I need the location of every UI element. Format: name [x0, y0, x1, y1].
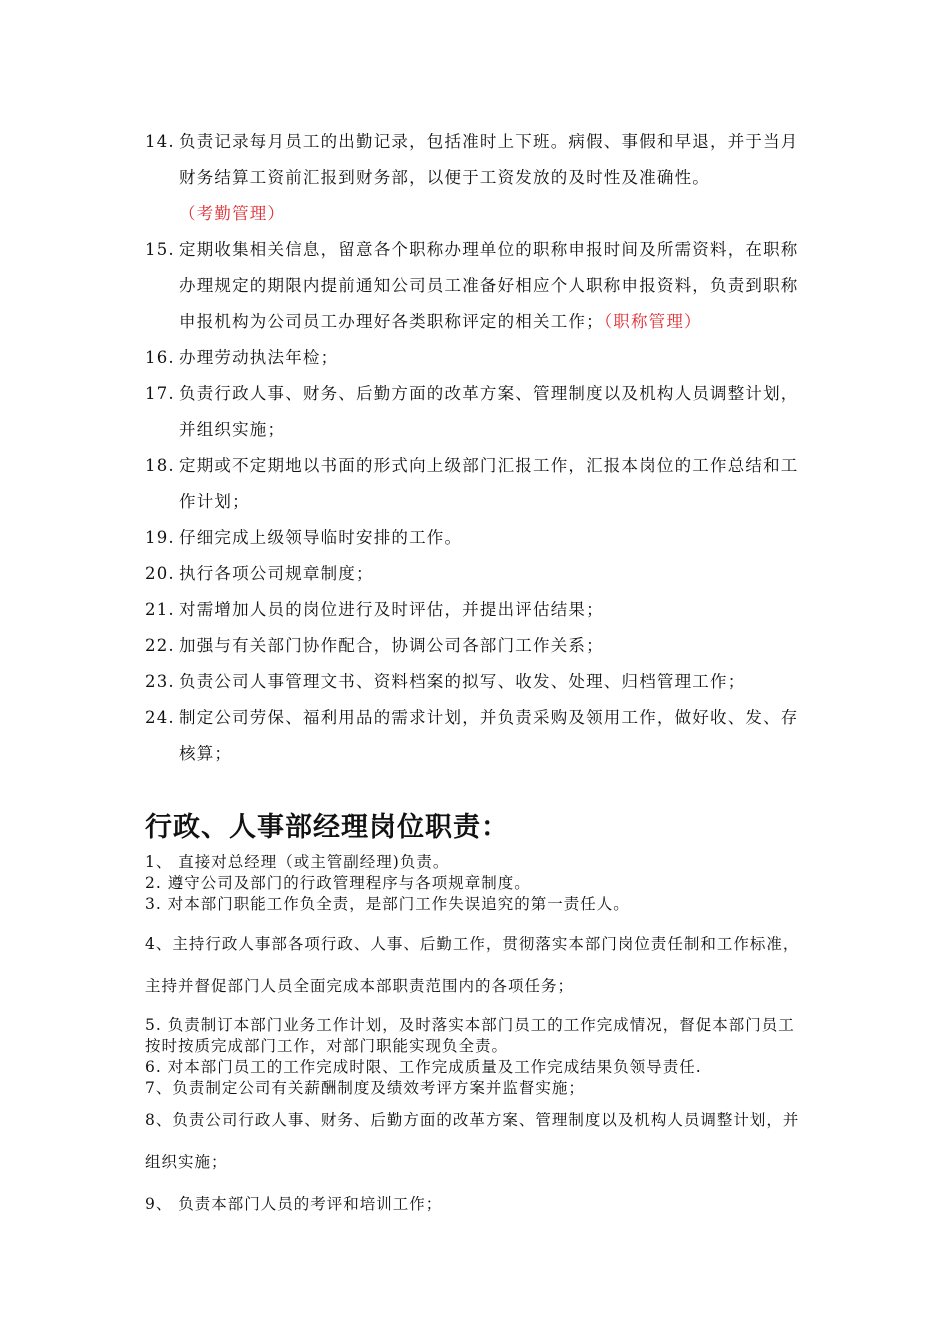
- list-item: [145, 124, 810, 232]
- list-item: 6. 对本部门员工的工作完成时限、工作完成质量及工作完成结果负领导责任.: [145, 1058, 702, 1076]
- list-item: 7、负责制定公司有关薪酬制度及绩效考评方案并监督实施；: [145, 1079, 585, 1097]
- list-item: 3. 对本部门职能工作负全责，是部门工作失误追究的第一责任人。: [145, 895, 630, 913]
- list-item: [145, 556, 810, 592]
- list-item: [145, 592, 810, 628]
- item-number: 14.: [145, 132, 175, 151]
- item-number: 17.: [145, 384, 175, 403]
- item-number: 20.: [145, 564, 175, 583]
- list-item: [145, 448, 810, 520]
- list-item: [145, 628, 810, 664]
- item-number: 18.: [145, 456, 175, 475]
- item-text: 定期或不定期地以书面的形式向上级部门汇报工作，汇报本岗位的工作总结和工作计划；: [179, 456, 799, 511]
- list-item: 8、负责公司行政人事、财务、后勤方面的改革方案、管理制度以及机构人员调整计划，并组织实施；: [145, 1111, 800, 1171]
- duty-list-continued: [145, 124, 810, 772]
- list-item: [145, 376, 810, 448]
- item-text: 办理劳动执法年检；: [179, 348, 339, 367]
- list-item: [145, 664, 810, 700]
- item-text: 负责行政人事、财务、后勤方面的改革方案、管理制度以及机构人员调整计划，并组织实施；: [179, 384, 799, 439]
- manager-duty-list: [145, 852, 810, 1225]
- item-number: 23.: [145, 672, 175, 691]
- list-item: 5. 负责制订本部门业务工作计划，及时落实本部门员工的工作完成情况，督促本部门员工按时按质完成部门工作，对部门职能实现负全责。: [145, 1016, 795, 1055]
- item-text: 对需增加人员的岗位进行及时评估，并提出评估结果；: [179, 600, 604, 619]
- item-number: 19.: [145, 528, 175, 547]
- list-item: [145, 340, 810, 376]
- list-item: [145, 700, 810, 772]
- list-item: 4、主持行政人事部各项行政、人事、后勤工作，贯彻落实本部门岗位责任制和工作标准，主持并督促部门人员全面完成本部职责范围内的各项任务；: [145, 935, 800, 995]
- item-number: 21.: [145, 600, 175, 619]
- item-number: 16.: [145, 348, 175, 367]
- item-number: 24.: [145, 708, 175, 727]
- list-item: 1、 直接对总经理（或主管副经理)负责。: [145, 853, 450, 871]
- section-heading: 行政、人事部经理岗位职责：: [145, 812, 509, 843]
- item-category-tag: （考勤管理）: [179, 204, 286, 223]
- item-text: 执行各项公司规章制度；: [179, 564, 374, 583]
- item-number: 22.: [145, 636, 175, 655]
- item-number: 15.: [145, 240, 175, 259]
- list-item: 9、 负责本部门人员的考评和培训工作；: [145, 1195, 443, 1213]
- item-text: 负责记录每月员工的出勤记录，包括准时上下班。病假、事假和早退，并于当月财务结算工资前汇报到财务部，以便于工资发放的及时性及准确性。: [179, 132, 799, 187]
- item-text: 定期收集相关信息，留意各个职称办理单位的职称申报时间及所需资料，在职称办理规定的期限内提前通知公司员工准备好相应个人职称申报资料，负责到职称申报机构为公司员工办理好各类职称评定的相关工作；: [179, 240, 799, 331]
- list-item: [145, 520, 810, 556]
- list-item: [145, 232, 810, 340]
- item-text: 仔细完成上级领导临时安排的工作。: [179, 528, 463, 547]
- item-text: 制定公司劳保、福利用品的需求计划，并负责采购及领用工作，做好收、发、存核算；: [179, 708, 799, 763]
- list-item: 2. 遵守公司及部门的行政管理程序与各项规章制度。: [145, 874, 531, 892]
- item-text: 负责公司人事管理文书、资料档案的拟写、收发、处理、归档管理工作；: [179, 672, 746, 691]
- item-category-tag: （职称管理）: [603, 312, 702, 331]
- item-text: 加强与有关部门协作配合，协调公司各部门工作关系；: [179, 636, 604, 655]
